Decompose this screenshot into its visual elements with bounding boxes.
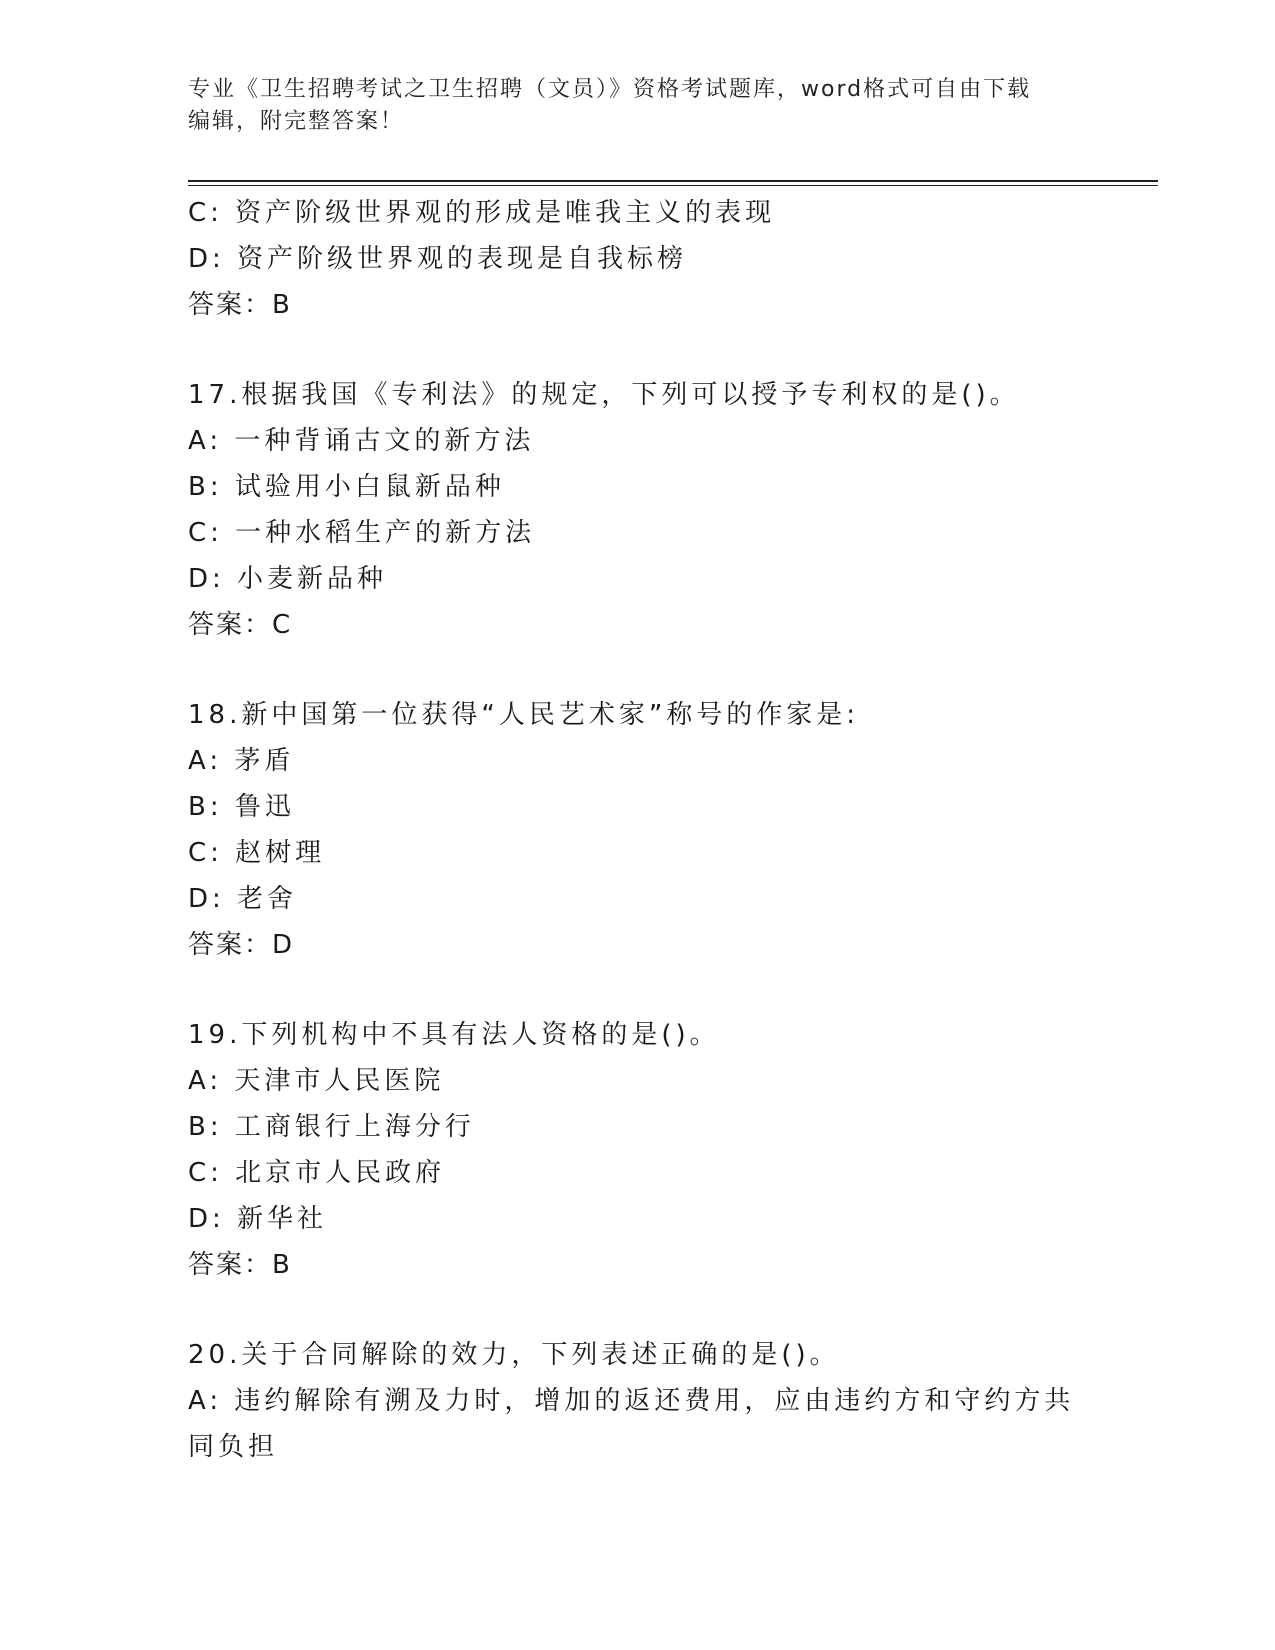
option-c: C: 资产阶级世界观的形成是唯我主义的表现	[188, 198, 776, 228]
option-d: D: 资产阶级世界观的表现是自我标榜	[188, 244, 688, 274]
option-d: D: 老舍	[188, 884, 298, 914]
document-header	[188, 74, 1088, 138]
option-b: B: 鲁迅	[188, 792, 295, 822]
header-divider-thick	[188, 180, 1158, 182]
option-a: A: 一种背诵古文的新方法	[188, 426, 535, 456]
option-d: D: 小麦新品种	[188, 564, 388, 594]
option-b: B: 工商银行上海分行	[188, 1112, 475, 1142]
question-stem: 20.关于合同解除的效力，下列表述正确的是()。	[188, 1340, 840, 1370]
option-c: C: 一种水稻生产的新方法	[188, 518, 536, 548]
question-list	[188, 190, 1088, 1470]
option-a: A: 茅盾	[188, 746, 295, 776]
option-c: C: 赵树理	[188, 838, 326, 868]
option-b: B: 试验用小白鼠新品种	[188, 472, 505, 502]
option-a: A: 天津市人民医院	[188, 1066, 445, 1096]
option-d: D: 新华社	[188, 1204, 328, 1234]
question-stem: 19.下列机构中不具有法人资格的是()。	[188, 1020, 720, 1050]
question-stem: 17.根据我国《专利法》的规定，下列可以授予专利权的是()。	[188, 380, 1020, 410]
header-divider-thin	[188, 185, 1158, 186]
option-c: C: 北京市人民政府	[188, 1158, 446, 1188]
question-18	[188, 692, 1088, 968]
answer-line: 答案：D	[188, 930, 295, 960]
question-stem: 18.新中国第一位获得“人民艺术家”称号的作家是:	[188, 700, 860, 730]
option-a: A: 违约解除有溯及力时，增加的返还费用，应由违约方和守约方共同负担	[188, 1386, 1075, 1462]
header-line-1: 专业《卫生招聘考试之卫生招聘（文员）》资格考试题库，word格式可自由下载	[188, 77, 1032, 102]
question-19	[188, 1012, 1088, 1288]
answer-line: 答案：B	[188, 1250, 292, 1280]
question-16-continuation	[188, 190, 1088, 328]
answer-line: 答案：C	[188, 610, 293, 640]
question-17	[188, 372, 1088, 648]
question-20	[188, 1332, 1088, 1470]
answer-line: 答案：B	[188, 290, 292, 320]
header-line-2: 编辑，附完整答案！	[188, 109, 405, 134]
